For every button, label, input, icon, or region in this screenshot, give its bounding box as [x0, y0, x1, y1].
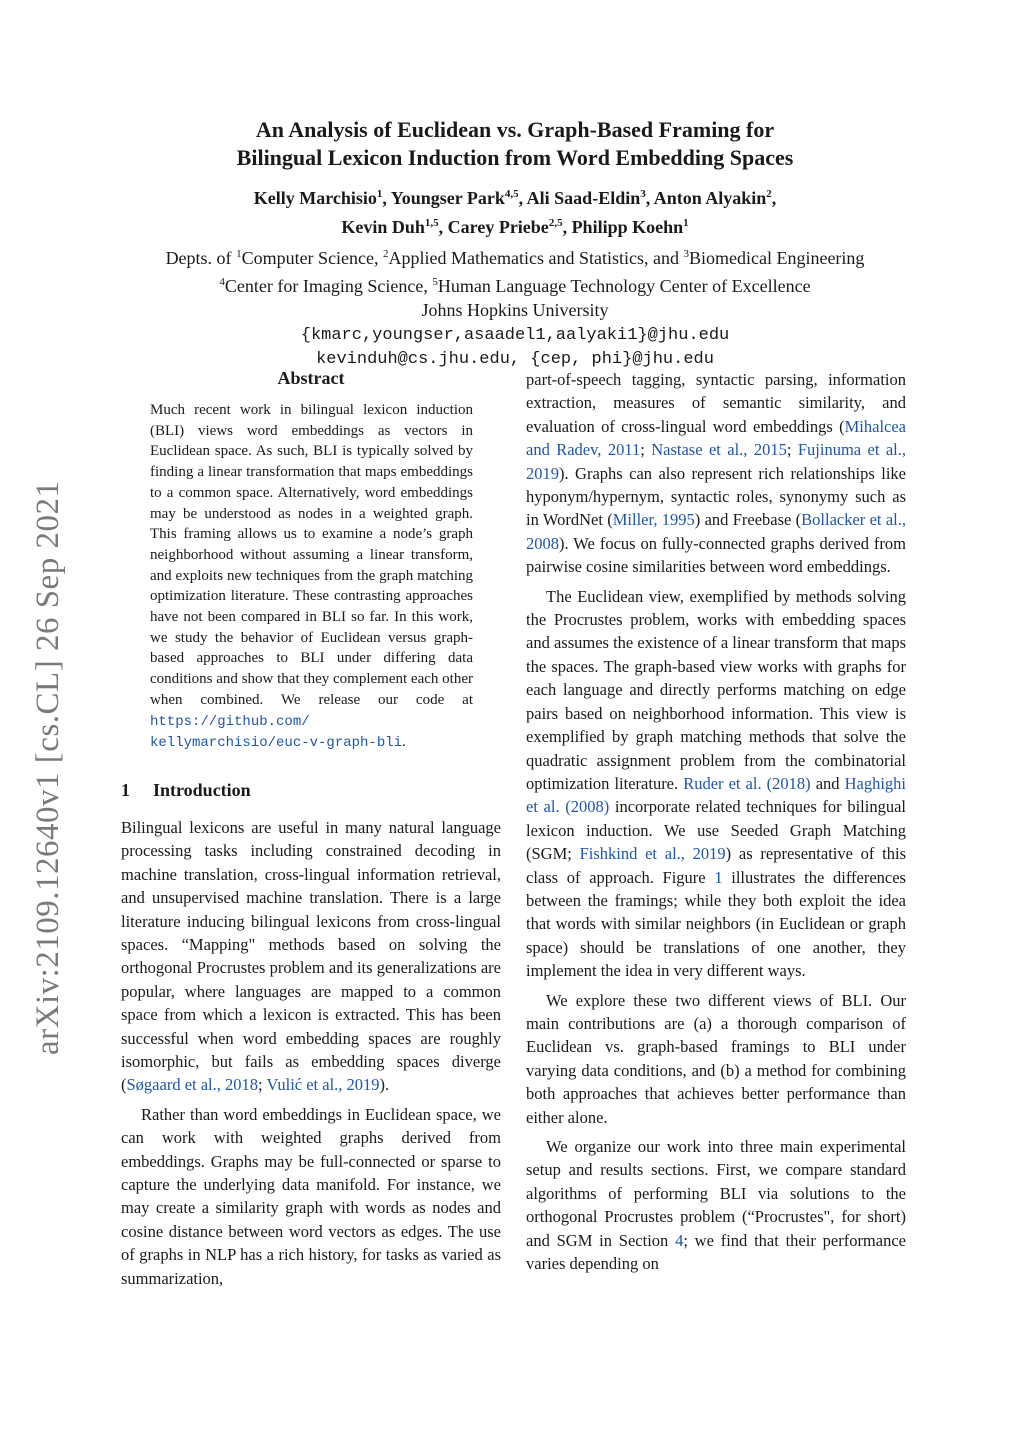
university: Johns Hopkins University [421, 300, 609, 320]
right-paragraph-4: We organize our work into three main experimental setup and results sections. First, we compare standard algorithms of performing BLI via solutions to the orthogonal Procrustes problem (“Procrustes", for short) and SGM in Section 4; we find that their performance varies depending on [526, 1137, 906, 1274]
citation-link[interactable]: Miller, 1995 [612, 510, 695, 530]
right-column [526, 368, 906, 1275]
citation-link[interactable]: Fujinuma et al., 2019 [526, 440, 906, 483]
figure-reference-link[interactable]: 1 [714, 867, 723, 887]
author-list [110, 182, 920, 240]
intro-paragraph-2: Rather than word embeddings in Euclidean space, we can work with weighted graphs derived from embeddings. Graphs may be full-connected or sparse to capture the underlying data manifold. For instance, we may create a similarity graph with words as nodes and cosine distance between word vectors as edges. The use of graphs in NLP has a rich history, for tasks as varied as summarization, [121, 1104, 501, 1288]
abstract-text: Much recent work in bilingual lexicon induction (BLI) views word embeddings as vectors in Euclidean space. As such, BLI is typically solved by finding a linear transformation that maps embeddings to a common space. Alternatively, word embeddings may be understood as nodes in a weighted graph. This framing allows us to examine a node’s graph neighborhood without assuming a linear transform, and exploits new techniques from the graph matching optimization literature. These contrasting approaches have not been compared in BLI so far. In this work, we study the behavior of Euclidean versus graph-based approaches to BLI under differing data conditions and show that they complement each other when combined. We release our code at https://github.com/ kellymarchisio/euc-v-graph-bli. [150, 402, 473, 752]
author-line-1: Kelly Marchisio$^1$, Youngser Park$^{4,5}$, Ali Saad-Eldin$^3$, Anton Alyakin$^2$, [253, 188, 777, 208]
citation-link[interactable]: Søgaard et al., 2018 [126, 1075, 259, 1095]
section-reference-link[interactable]: 4 [675, 1230, 684, 1250]
affiliation-line-1: Depts. of $^1$Computer Science, $^2$Applied Mathematics and Statistics, and $^3$Biomedical Engineering [165, 248, 865, 268]
citation-link[interactable]: Ruder et al. (2018) [683, 773, 811, 793]
email-line-1: {kmarc,youngser,asaadel1,aalyaki1}@jhu.edu [300, 326, 730, 345]
right-paragraph-3: We explore these two different views of BLI. Our main contributions are (a) a thorough comparison of Euclidean vs. graph-based framings to BLI under varying data conditions, and (b) a method for combining both approaches that achieves better performance than either alone. [526, 990, 906, 1127]
affiliation-line-2: $^4$Center for Imaging Science, $^5$Human Language Technology Center of Excellence [219, 276, 811, 296]
citation-link[interactable]: Haghighi et al. (2008) [526, 773, 907, 817]
right-paragraph-1: part-of-speech tagging, syntactic parsing, information extraction, measures of semantic similarity, and evaluation of cross-lingual word embeddings (Mihalcea and Radev, 2011; Nastase et al., 2015; Fujinuma et al., 2019). Graphs can also represent rich relationships like hyponym/hypernym, syntactic roles, synonymy such as in WordNet (Miller, 1995) and Freebase (Bollacker et al., 2008). We focus on fully-connected graphs derived from pairwise cosine similarities between word embeddings. [526, 370, 906, 577]
citation-link[interactable]: Fishkind et al., 2019 [579, 844, 726, 864]
title-line-2: Bilingual Lexicon Induction from Word Embedding Spaces [236, 145, 794, 170]
citation-link[interactable]: Bollacker et al., 2008 [526, 510, 906, 553]
citation-link[interactable]: Mihalcea and Radev, 2011 [526, 416, 906, 460]
citation-link[interactable]: Vulić et al., 2019 [266, 1075, 380, 1095]
left-column [121, 366, 501, 1290]
code-link[interactable]: https://github.com/ kellymarchisio/euc-v-graph-bli [150, 713, 403, 752]
affiliations [110, 242, 920, 322]
abstract-heading: Abstract [277, 368, 345, 388]
arxiv-identifier: arXiv:2109.12640v1 [cs.CL] 26 Sep 2021 [30, 480, 66, 1055]
right-paragraph-2: The Euclidean view, exemplified by methods solving the Procrustes problem, works with embedding spaces and assumes the existence of a linear transform that maps the spaces. The graph-based view works with graphs for each language and directly performs matching on edge pairs based on neighborhood information. This view is exemplified by graph matching methods that solve the quadratic assignment problem from the combinatorial optimization literature. Ruder et al. (2018) and Haghighi et al. (2008) incorporate related techniques for bilingual lexicon induction. We use Seeded Graph Matching (SGM; Fishkind et al., 2019) as representative of this class of approach. Figure 1 illustrates the differences between the framings; while they both exploit the idea that words with similar neighbors (in Euclidean or graph space) should be translations of one another, they implement the idea in very different ways. [526, 586, 907, 981]
email-line-2: kevinduh@cs.jhu.edu, {cep, phi}@jhu.edu [316, 350, 714, 369]
section-heading-introduction: 1 Introduction [121, 779, 251, 800]
citation-link[interactable]: Nastase et al., 2015 [651, 440, 787, 460]
title-line-1: An Analysis of Euclidean vs. Graph-Based Framing for [255, 117, 775, 142]
author-emails [110, 324, 920, 372]
paper-header [110, 116, 920, 372]
author-line-2: Kevin Duh$^{1,5}$, Carey Priebe$^{2,5}$, Philipp Koehn$^1$ [341, 217, 689, 237]
paper-title [110, 116, 920, 172]
intro-paragraph-1: Bilingual lexicons are useful in many natural language processing tasks including constrained decoding in machine translation, cross-lingual information retrieval, and unsupervised machine translation. There is a large literature inducing bilingual lexicons from cross-lingual spaces. “Mapping" methods based on solving the orthogonal Procrustes problem and its generalizations are popular, where languages are mapped to a common space from which a lexicon is extracted. This has been successful when word embedding spaces are roughly isomorphic, but fails as embedding spaces diverge (Søgaard et al., 2018; Vulić et al., 2019). [121, 817, 501, 1095]
